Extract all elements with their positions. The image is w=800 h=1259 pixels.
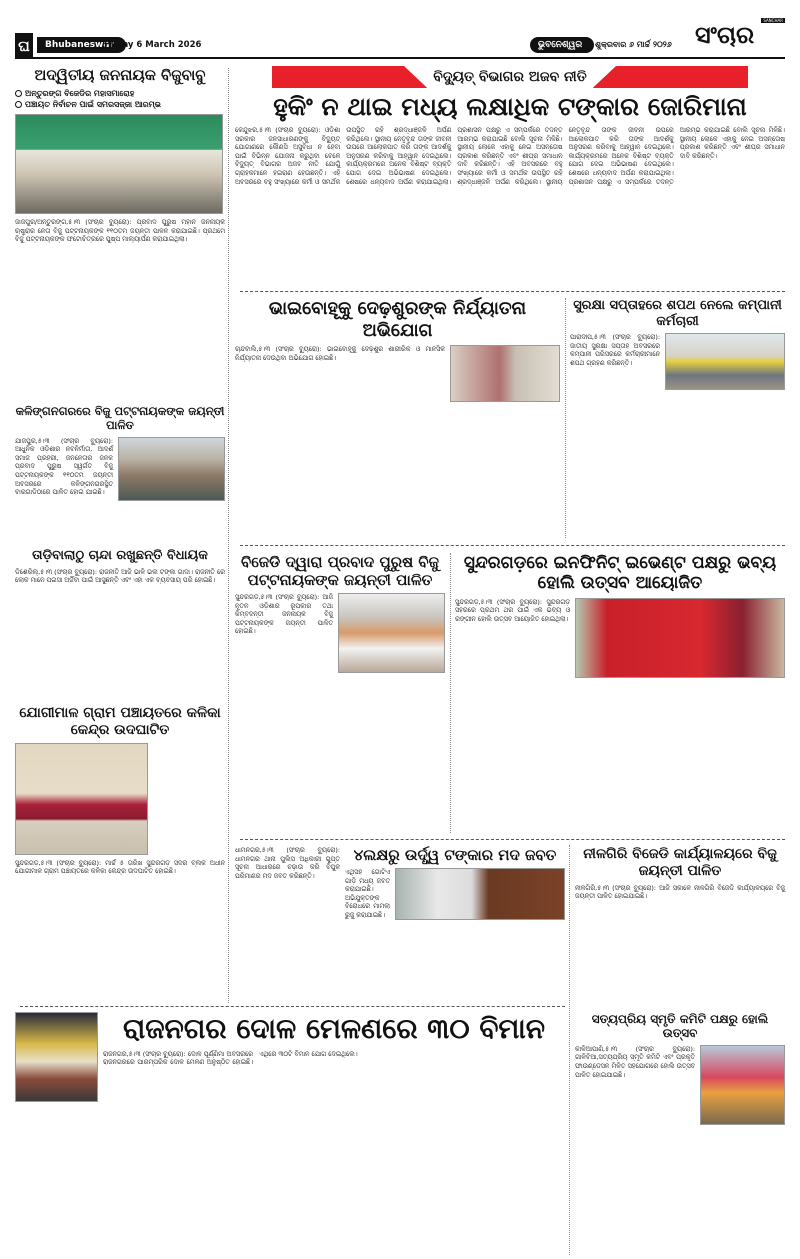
- article-row: [15, 437, 225, 501]
- headline: କଳିଙ୍ଗନଗରରେ ବିଜୁ ପଟ୍ଟନାୟକଙ୍କ ଜୟନ୍ତୀ ପାଳିତ: [15, 404, 225, 432]
- photo-safety-pledge: [665, 333, 785, 390]
- bullet-icon: [15, 90, 22, 97]
- subhead-item: ପଞ୍ଚାୟତ ନିର୍ବାଚନ ପାଇଁ ସମରସଜ୍ଜା ଆରମ୍ଭ: [15, 99, 225, 110]
- kicker-row: [235, 66, 785, 88]
- headline: ଅଦ୍ୱିତୀୟ ଜନନାୟକ ବିଜୁବାବୁ: [34, 66, 206, 84]
- photo-bjd-event: [338, 593, 445, 673]
- headline: ନୀଳଗିରି ବିଜେଡି କାର୍ଯ୍ୟାଳୟରେ ବିଜୁ ଜୟନ୍ତୀ ପାଳିତ: [583, 846, 777, 879]
- article-satya: [575, 1012, 785, 1125]
- article-kalinga: [15, 405, 225, 501]
- article-biju: [15, 66, 225, 244]
- article-body: ରାଜନଗର,୫।୩ (ସଂଚାର ବ୍ୟୁରୋ): ଦୋଳ ପୂର୍ଣ୍ଣିମା ଅବସରରେ ରାଜନଗରରେ ପାରମ୍ପରିକ ଦୋଳ ମେଳଣ ଅନୁଷ୍ଠିତ ହୋଇଛି। ଏଥିରେ ୩୦ଟି ବିମାନ ଯୋଗ ଦେଇଥିଲେ।: [103, 1049, 358, 1067]
- article-nilgiri: [575, 846, 785, 901]
- article-body: ଜାଜପୁର/ଅନ୍ତୁରଙ୍ଗ,୫।୩ (ସଂଚାର ବ୍ୟୁରୋ): ପ୍ରବାଦ ପୁରୁଷ ମହାନ ଜନନାୟକ ଋଷ୍ଟ୍ରାର ନେତା ବିଜୁ ପଟ୍ଟନାୟକଙ୍କ ୧୧୦ତମ ଜୟନ୍ତୀ ପାଳନ କରାଯାଇଛି। ପ୍ରଥମେ ବିଜୁ ପଟ୍ଟନାୟକଙ୍କ ଫଟୋଚିତ୍ରରେ ପୁଷ୍ପ ମାଲ୍ୟାର୍ପଣ କରାଯାଇଥିଲା।: [15, 218, 225, 244]
- date-en: Friday 6 March 2026: [104, 40, 202, 50]
- article-body: ଧାମନଗର,୫।୩ (ସଂଚାର ବ୍ୟୁରୋ): ଧାମନଗର ଥାନା ପୁଲିସ ଅଧିକାରୀ ଗୁପ୍ତ ସୂଚନା ଆଧାରରେ ଚଢ଼ାଉ କରି ବିପୁଳ ପରିମାଣର ମଦ ଜବତ କରିଛନ୍ତି।: [235, 846, 340, 880]
- column-divider: [565, 298, 566, 538]
- article-row: [235, 593, 445, 673]
- column-divider: [450, 553, 451, 833]
- photo-dola-vimana: [15, 1012, 98, 1102]
- article-body: କାଳିଆପାଣି,୫।୩ (ସଂଚାର ବ୍ୟୁରୋ): ଗାଳିବିଆ,ସତ୍ୟପ୍ରିୟ ସ୍ମୃତି କମିଟି ଏବଂ ପ୍ରକୃତି ଫାଉଣ୍ଡେସନ ମିଳିତ ସହଯୋଗରେ ହୋଲି ଉତ୍ସବ ପାଳିତ ହୋଇଯାଇଛି।: [575, 1044, 695, 1079]
- divider: [20, 1006, 565, 1007]
- date-or: ଶୁକ୍ରବାର ୬ ମାର୍ଚ୍ଚ ୨୦୨୬: [595, 40, 672, 49]
- article-body: ପାରାଦୀପ,୫।୩ (ସଂଚାର ବ୍ୟୁରୋ): ଜାତୀୟ ସୁରକ୍ଷା ସପ୍ତାହ ଅବସରରେ କମ୍ପାନୀ ପରିସରରେ କର୍ମଚାରୀମାନେ ଶପଥ ଗ୍ରହଣ କରିଛନ୍ତି।: [570, 333, 660, 367]
- article-rajnagar-photo: [15, 1012, 98, 1102]
- photo-holi-celebration: [700, 1045, 785, 1125]
- article-suraksha: [570, 298, 785, 390]
- kicker-bar-left: [272, 66, 427, 88]
- article-bjd: [235, 553, 445, 673]
- column-divider: [569, 845, 570, 1255]
- subhead-list: [15, 88, 225, 110]
- article-body: ଚାନ୍ଦବାଲି,୫।୩ (ସଂଚାର ବ୍ୟୁରୋ): ଭାଇବୋହୂକୁ ଦେଢ଼ଶୁର ଶାରୀରିକ ଓ ମାନସିକ ନିର୍ଯ୍ୟାତନା ଦେଉଥିବା ଅଭିଯୋଗ ହୋଇଛି।: [235, 345, 445, 362]
- photo-kalika-kendra: [15, 743, 148, 855]
- article-hook: [235, 66, 785, 186]
- city-label-or: ଭୁବନେଶ୍ୱର: [530, 37, 594, 53]
- logo-text: ସଂଚାର: [695, 21, 755, 49]
- headline: ତାଡ଼ିବାଲାଠୁ ଚାନ୍ଦା ରଖୁଛନ୍ତି ବିଧାୟକ: [32, 548, 208, 563]
- article-bhai: [235, 298, 560, 402]
- article-row: [570, 333, 785, 390]
- article-row: [235, 345, 560, 402]
- article-body: ଯାଜପୁର,୫।୩ (ସଂଚାର ବ୍ୟୁରୋ): ଆଧୁନିକ ଓଡ଼ିଶାର ନବନିର୍ମାତା, ଆଦର୍ଶ ସମାଜ ପ୍ରହରୀ, ଜନନେତାର ଜନକ ପ୍ରବାଦ ପୁରୁଷ ସ୍ୱର୍ଗତ ବିଜୁ ପଟ୍ଟନାୟକଙ୍କ ୧୧୦ତମ ଜୟନ୍ତୀ ଅବସରରେ କଳିଙ୍ଗନଗରସ୍ଥିତ ବାରଗାଡିଠାରେ ପାଳିତ ହୋଇ ଯାଇଛି।: [15, 436, 113, 497]
- divider: [240, 839, 785, 840]
- article-rajnagar: [103, 1012, 565, 1067]
- page-letter: ଘ: [15, 33, 33, 59]
- article-body: ସୁନ୍ଦରଗଡ଼,୫।୩ (ସଂଚାର ବ୍ୟୁରୋ): ଆଜି ନୂତନ ଓଡ଼ିଶାର ରୂପକାର ତଥା କିମ୍ବଦନ୍ତୀ ଜନନାୟକ ବିଜୁ ପଟ୍ଟନାୟକଙ୍କ ଜୟନ୍ତୀ ପାଳିତ ହୋଇଛି।: [235, 593, 333, 636]
- sanchar-logo: [695, 18, 785, 55]
- headline: ରାଜନଗର ଦୋଳ ମେଳଣରେ ୩୦ ବିମାନ: [122, 1012, 546, 1045]
- headline: ଭାଇବୋହୂକୁ ଦେଢ଼ଶୁରଙ୍କ ନିର୍ଯ୍ୟାତନା ଅଭିଯୋଗ: [268, 298, 527, 341]
- kicker-bar-right: [593, 66, 748, 88]
- article-row: [575, 1045, 785, 1125]
- article-mad: [345, 846, 565, 920]
- photo-biju-event: [15, 114, 223, 214]
- article-jogi: [15, 705, 225, 876]
- article-dhamnagar: [235, 846, 340, 880]
- article-body: ନୀଳଗିରି,୫।୩ (ସଂଚାର ବ୍ୟୁରୋ): ଆଜି ସକାଳେ ନୀଳଗିରି ବିଜେଡି କାର୍ଯ୍ୟାଳୟରେ ବିଜୁ ଜୟନ୍ତୀ ପାଳିତ ହୋଇଯାଇଛି।: [575, 883, 785, 901]
- kicker: ବିଦ୍ୟୁତ୍ ବିଭାଗର ଅଜବ ନୀତି: [433, 68, 587, 85]
- photo-kalinganagar: [118, 437, 225, 501]
- headline: ସୁରକ୍ଷା ସପ୍ତାହରେ ଶପଥ ନେଲେ କମ୍ପାନୀ କର୍ମଚାରୀ: [573, 298, 782, 329]
- article-row: [345, 868, 565, 920]
- headline: ୪ଲକ୍ଷରୁ ଉର୍ଦ୍ଧ୍ୱ ଟଙ୍କାର ମଦ ଜବତ: [353, 846, 557, 864]
- divider: [240, 291, 785, 292]
- headline: ବିଜେଡି ଦ୍ୱାରା ପ୍ରବାଦ ପୁରୁଷ ବିଜୁ ପଟ୍ଟନାୟକଙ୍କ ଜୟନ୍ତୀ ପାଳିତ: [241, 553, 439, 589]
- headline: ସୁନ୍ଦରଗଡ଼ରେ ଇନଫିନିଟ୍ ଇଭେଣ୍ଟ ପକ୍ଷରୁ ଭବ୍ୟ ହୋଲି ଉତ୍ସବ ଆୟୋଜିତ: [463, 553, 777, 594]
- headline: ସତ୍ୟପ୍ରିୟ ସ୍ମୃତି କମିଟି ପକ୍ଷରୁ ହୋଲି ଉତ୍ସବ: [591, 1012, 769, 1041]
- photo-complainant: [450, 345, 560, 402]
- article-body: ସୁନ୍ଦରଗଡ଼,୫।୩ (ସଂଚାର ବ୍ୟୁରୋ): ମାର୍ଚ୍ଚ ୫ ତାରିଖ ସୁନ୍ଦରଗଡ଼ ସଦର ବ୍ଲକ ଅଧୀନ ଯୋଗୀମାଳ ଗ୍ରାମ ପଞ୍ଚାୟତରେ କଳିକା କେନ୍ଦ୍ର ଉଦଘାଟିତ ହୋଇଛି।: [15, 858, 225, 876]
- logo-tag: SANCHAR: [763, 18, 783, 23]
- city-label-en: Bhubaneswar: [37, 37, 126, 53]
- article-row: [455, 598, 785, 678]
- lead-headline: ହୁକିଂ ନ ଥାଇ ମଧ୍ୟ ଲକ୍ଷାଧିକ ଟଙ୍କାର ଜୋରିମାନା: [273, 92, 747, 121]
- headline: ଯୋଗୀମାଳ ଗ୍ରାମ ପଞ୍ଚାୟତରେ କଳିକା କେନ୍ଦ୍ର ଉଦଘାଟିତ: [19, 705, 221, 738]
- masthead: [15, 18, 785, 59]
- article-body: ଡିଶେରିଲ୍,୫।୩ (ସଂଚାର ବ୍ୟୁରୋ): ରାଜନୀତି ଆଜି ଭାଳି ଭଲ ଟଙ୍କା ଗାଦା। ରାଜନୀତି ରେ ଲୋକ ମାନେ ପଇସା ଅର୍ଜିବା ପାଇଁ ଆସୁଛନ୍ତି ଏବଂ ଏହା ଏକ ବ୍ୟବସାୟ ପରି ହୋଇଛି।: [15, 567, 225, 585]
- article-tadi: [15, 548, 225, 585]
- article-body: କେନ୍ଦୁଝର,୫।୩ (ସଂଚାର ବ୍ୟୁରୋ): ଓଡ଼ିଶା ସରକାର ଜନସାଧାରଣଙ୍କୁ ବିଦ୍ୟୁତ୍ ଯୋଗାଣରେ କୌଣସି ଅସୁବିଧା ନ ହେବା ପାଇଁ ବିଭିନ୍ନ ଯୋଜନା କରୁଥିବା ବେଳେ ବିଦ୍ୟୁତ୍ ବିଭାଗର ଅଜବ ନୀତି ଯୋଗୁଁ ଗ୍ରାହକମାନେ ହଇରାଣ ହେଉଛନ୍ତି। ଏହି ଅବସରରେ ବହୁ ସଂଖ୍ୟାରେ କର୍ମୀ ଓ ସମର୍ଥକ ଉପସ୍ଥିତ ରହି ଶ୍ରଦ୍ଧାଞ୍ଜଳି ଅର୍ପଣ କରିଥିଲେ। ସ୍ଥାନୀୟ ନେତୃବୃନ୍ଦ ତାଙ୍କ ଜୀବନୀ ଉପରେ ଆଲୋକପାତ କରି ତାଙ୍କ ଆଦର୍ଶକୁ ଅନୁସରଣ କରିବାକୁ ଆହ୍ୱାନ ଦେଇଥିଲେ। କାର୍ଯ୍ୟକ୍ରମରେ ଅନେକ ବିଶିଷ୍ଟ ବ୍ୟକ୍ତି ଯୋଗ ଦେଇ ଅଭିଭାଷଣ ଦେଇଥିଲେ। ଶେଷରେ ଧନ୍ୟବାଦ ଅର୍ପଣ କରାଯାଇଥିଲା। ପ୍ରଶାସନ ପକ୍ଷରୁ ଏ ସମ୍ପର୍କରେ ତଦନ୍ତ ଆରମ୍ଭ କରାଯାଇଛି ବୋଲି ସୂଚନା ମିଳିଛି। ସ୍ଥାନୀୟ ଲୋକେ ଏହାକୁ ନେଇ ଅସନ୍ତୋଷ ପ୍ରକାଶ କରିଛନ୍ତି ଏବଂ ଶୀଘ୍ର ସମାଧାନ ଦାବି କରିଛନ୍ତି। ଏହି ଅବସରରେ ବହୁ ସଂଖ୍ୟାରେ କର୍ମୀ ଓ ସମର୍ଥକ ଉପସ୍ଥିତ ରହି ଶ୍ରଦ୍ଧାଞ୍ଜଳି ଅର୍ପଣ କରିଥିଲେ। ସ୍ଥାନୀୟ ନେତୃବୃନ୍ଦ ତାଙ୍କ ଜୀବନୀ ଉପରେ ଆଲୋକପାତ କରି ତାଙ୍କ ଆଦର୍ଶକୁ ଅନୁସରଣ କରିବାକୁ ଆହ୍ୱାନ ଦେଇଥିଲେ। କାର୍ଯ୍ୟକ୍ରମରେ ଅନେକ ବିଶିଷ୍ଟ ବ୍ୟକ୍ତି ଯୋଗ ଦେଇ ଅଭିଭାଷଣ ଦେଇଥିଲେ। ଶେଷରେ ଧନ୍ୟବାଦ ଅର୍ପଣ କରାଯାଇଥିଲା। ପ୍ରଶାସନ ପକ୍ଷରୁ ଏ ସମ୍ପର୍କରେ ତଦନ୍ତ ଆରମ୍ଭ କରାଯାଇଛି ବୋଲି ସୂଚନା ମିଳିଛି। ସ୍ଥାନୀୟ ଲୋକେ ଏହାକୁ ନେଇ ଅସନ୍ତୋଷ ପ୍ରକାଶ କରିଛନ୍ତି ଏବଂ ଶୀଘ୍ର ସମାଧାନ ଦାବି କରିଛନ୍ତି।: [235, 126, 785, 186]
- column-divider: [228, 68, 229, 1003]
- article-body: ସୁନ୍ଦରଗଡ଼,୫।୩ (ସଂଚାର ବ୍ୟୁରୋ): ସୁନ୍ଦରଗଡ଼ ସହରରେ ପ୍ରଥମ ଥର ପାଇଁ ଏକ ଭବ୍ୟ ଓ ରଙ୍ଗୀନ ହୋଲି ଉତ୍ସବ ଆୟୋଜିତ ହୋଇଥିଲା।: [455, 597, 570, 623]
- photo-holi-event: [575, 598, 785, 678]
- divider: [240, 545, 785, 546]
- photo-seized-liquor: [395, 868, 565, 920]
- subhead-item: ଅନ୍ତୁରଙ୍ଗ ବିଜେଡିର ମହାସମାରୋହ: [15, 88, 225, 99]
- article-holi: [455, 553, 785, 678]
- bullet-icon: [15, 101, 22, 108]
- article-body: ଏଥିସହ ଗୋଟିଏ ଗାଡ଼ି ମଧ୍ୟ ଜବତ କରାଯାଇଛି। ଅଭିଯୁକ୍ତଙ୍କ ବିରୋଧରେ ମାମଲା ରୁଜୁ କରାଯାଇଛି।: [345, 868, 390, 919]
